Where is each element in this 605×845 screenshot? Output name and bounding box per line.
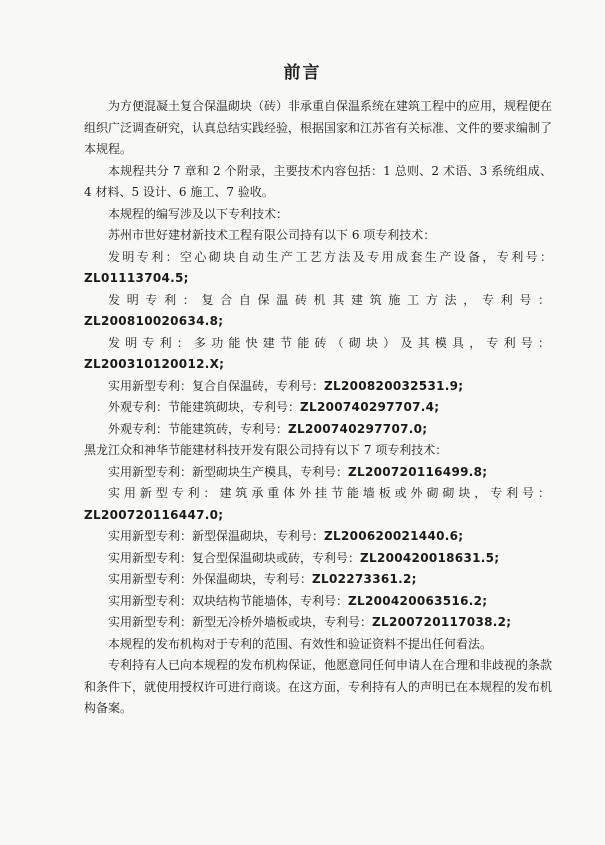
patent-number: ZL02273361.2; xyxy=(312,572,417,586)
patent-item xyxy=(84,591,552,613)
closing-paragraph: 专利持有人已向本规程的发布机构保证，他愿意同任何申请人在合理和非歧视的条款和条件下，就使用授权许可进行商谈。在这方面，专利持有人的声明已在本规程的发布机构备案。 xyxy=(84,658,553,715)
patent-label: 实用新型专利：新型无冷桥外墙板或块，专利号： xyxy=(108,615,373,629)
patent-number: ZL200720116499.8; xyxy=(348,464,488,479)
patent-label: 实用新型专利：外保温砌块，专利号： xyxy=(108,572,313,586)
patent-item xyxy=(84,333,552,376)
patent-number: ZL200720116447.0; xyxy=(84,507,224,522)
patent-item xyxy=(84,290,552,333)
patent-label: 实用新型专利：复合自保温砖，专利号： xyxy=(108,378,325,393)
patent-item xyxy=(84,483,552,526)
patent-item xyxy=(84,247,552,290)
intro-paragraph: 为方便混凝土复合保温砌块（砖）非承重自保温系统在建筑工程中的应用，规程便在组织广泛调查研究，认真总结实践经验，根据国家和江苏省有关标准、文件的要求编制了本规程。 xyxy=(84,99,553,156)
patent-number: ZL200620021440.6; xyxy=(324,529,464,543)
patent-number: ZL200310120012.X; xyxy=(84,357,225,371)
company2-heading: 黑龙江众和神华节能建材科技开发有限公司持有以下 7 项专利技术： xyxy=(84,443,448,457)
patent-label: 实用新型专利：复合型保温砌块或砖，专利号： xyxy=(108,550,361,565)
patent-label: 外观专利：节能建筑砌块，专利号： xyxy=(108,400,301,414)
patent-number: ZL200720117038.2; xyxy=(372,615,512,629)
patent-intro: 本规程的编写涉及以下专利技术： xyxy=(108,206,289,221)
patent-number: ZL01113704.5; xyxy=(84,271,189,285)
patent-label: 发明专利：复合自保温砖机其建筑施工方法，专利号： xyxy=(108,292,552,307)
patent-number: ZL200740297707.4; xyxy=(300,400,440,414)
patent-label: 实用新型专利：双块结构节能墙体，专利号： xyxy=(108,593,349,608)
patent-label: 实用新型专利：建筑承重体外挂节能墙板或外砌砌块，专利号： xyxy=(108,486,552,500)
patent-item xyxy=(84,526,552,548)
patent-item xyxy=(84,612,552,634)
patent-label: 实用新型专利：新型砌块生产模具，专利号： xyxy=(108,464,349,479)
patent-number: ZL200740297707.0; xyxy=(288,421,428,436)
patent-item xyxy=(84,397,552,419)
patent-item xyxy=(84,548,552,570)
patent-label: 实用新型专利：新型保温砌块，专利号： xyxy=(108,529,325,543)
document-body xyxy=(84,96,552,720)
patent-number: ZL200820032531.9; xyxy=(324,378,464,393)
patent-label: 发明专利：多功能快建节能砖（砌块）及其模具，专利号： xyxy=(108,335,552,350)
patent-item xyxy=(84,419,552,441)
disclaimer-paragraph: 本规程的发布机构对于专利的范围、有效性和验证资料不提出任何看法。 xyxy=(108,636,493,651)
structure-paragraph: 本规程共分 7 章和 2 个附录，主要技术内容包括：1 总则、2 术语、3 系统组成、4 材料、5 设计、6 施工、7 验收。 xyxy=(84,163,552,199)
patent-item xyxy=(84,376,552,398)
page-title: 前言 xyxy=(283,63,322,83)
patent-label: 发明专利：空心砌块自动生产工艺方法及专用成套生产设备，专利号： xyxy=(108,249,552,264)
patent-item xyxy=(84,462,552,484)
patent-number: ZL200420018631.5; xyxy=(360,550,500,565)
patent-label: 外观专利：节能建筑砖，专利号： xyxy=(108,421,289,436)
patent-item xyxy=(84,569,552,591)
company1-heading: 苏州市世好建材新技术工程有限公司持有以下 6 项专利技术： xyxy=(108,228,436,242)
patent-number: ZL200810020634.8; xyxy=(84,314,224,328)
patent-number: ZL200420063516.2; xyxy=(348,593,488,608)
